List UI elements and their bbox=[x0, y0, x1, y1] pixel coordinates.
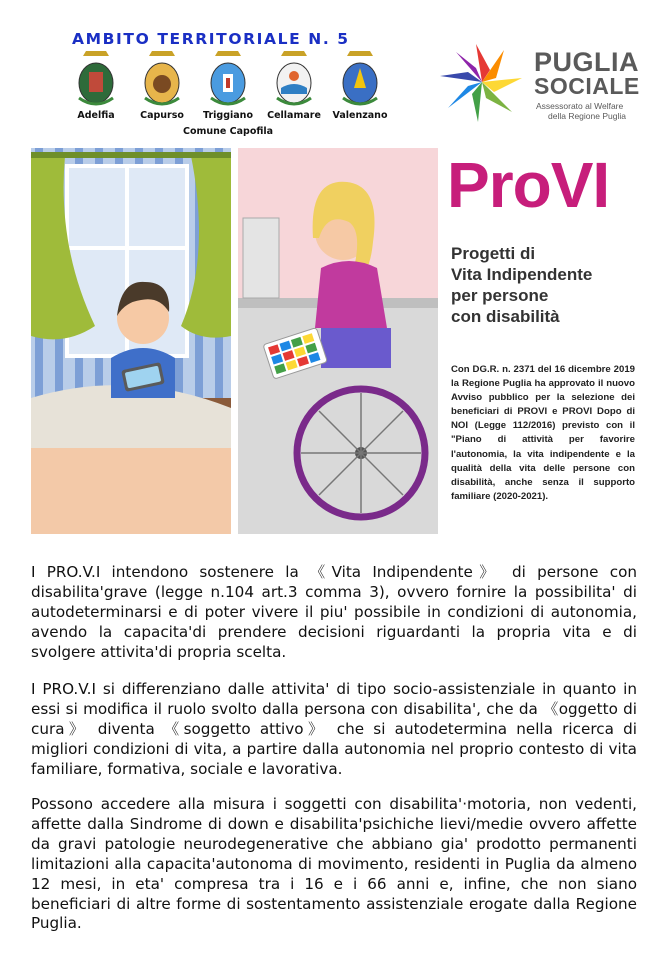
provi-banner bbox=[31, 148, 640, 534]
crest-icon bbox=[73, 50, 119, 108]
brand-line1: PUGLIA bbox=[534, 47, 640, 77]
paragraph-intro: I PRO.V.I intendono sostenere la 《Vita Indipendente》 di persone con disabilita'grave (legge n.104 art.3 comma 3), ovvero fornire la possibilita' di autodeterminarsi e di poter vivere il piu' possibile in condizioni di autonomia, avendo la capacita'di prendere decisioni riguardanti la propria vita e di svolgere attivita'di propria scelta. bbox=[31, 563, 637, 661]
crest-adelfia bbox=[64, 50, 128, 121]
brand-line2: SOCIALE bbox=[534, 73, 640, 99]
crest-valenzano bbox=[328, 50, 392, 121]
provi-subtitle bbox=[451, 243, 641, 327]
brand-sub2: della Regione Puglia bbox=[548, 111, 626, 121]
crest-icon bbox=[205, 50, 251, 108]
municipality-name: Cellamare bbox=[267, 110, 321, 121]
municipality-name: Valenzano bbox=[332, 110, 388, 121]
crest-icon bbox=[139, 50, 185, 108]
subtitle-line: con disabilità bbox=[451, 307, 560, 326]
capofila-note: Comune Capofila bbox=[183, 126, 274, 137]
paragraph-eligibility: Possono accedere alla misura i soggetti con disabilita'·motoria, non vedenti, affette dalla Sindrome di down e disabilita'psichiche lievi/medie ovvero affette da gravi patologie neurodegenerative che abbiano gia' prodotto permanenti limitazioni alla capacita'autonoma di movimento, residenti in Puglia da almeno 12 mesi, in eta' compresa tra i 16 e i 66 anni e, infine, che non siano beneficiari di altre forme di sostentamento assistenziale erogate dalla Regione Puglia. bbox=[31, 795, 637, 933]
municipality-name: Capurso bbox=[140, 110, 184, 121]
disability-illustration bbox=[31, 148, 438, 534]
provi-title: ProVI bbox=[447, 149, 610, 221]
subtitle-line: Vita Indipendente bbox=[451, 265, 593, 284]
brand-sub1: Assessorato al Welfare bbox=[536, 101, 624, 111]
ambito-title: AMBITO TERRITORIALE N. 5 bbox=[72, 30, 350, 48]
paragraph-difference: I PRO.V.I si differenziano dalle attivita' di tipo socio-assistenziale in quanto in essi si modifica il ruolo svolto dalla persona con disabilita', che da 《oggetto di cura》 diventa 《soggetto attivo》 che si autodetermina nella ricerca di migliori condizioni di vita, a partire dalla autonomia nel proprio contesto di vita familiare, formativa, sociale e lavorativa. bbox=[31, 680, 637, 778]
municipality-name: Triggiano bbox=[203, 110, 253, 121]
crest-icon bbox=[337, 50, 383, 108]
crest-capurso bbox=[130, 50, 194, 121]
crest-triggiano bbox=[196, 50, 260, 121]
crest-cellamare bbox=[262, 50, 326, 121]
provi-description: Con DG.R. n. 2371 del 16 dicembre 2019 la Regione Puglia ha approvato il nuovo Avviso pubblico per la selezione dei beneficiari di PROVI e PROVI Dopo di NOI (Legge 112/2016) previsto con il "Piano di attività per favorire l'autonomia, la vita indipendente e la qualità della vita delle persone con disabilità, anche senza il supporto familiare (2020-2021). bbox=[451, 364, 635, 502]
municipality-name: Adelfia bbox=[77, 110, 115, 121]
subtitle-line: per persone bbox=[451, 286, 549, 305]
crest-icon bbox=[271, 50, 317, 108]
subtitle-line: Progetti di bbox=[451, 244, 536, 263]
